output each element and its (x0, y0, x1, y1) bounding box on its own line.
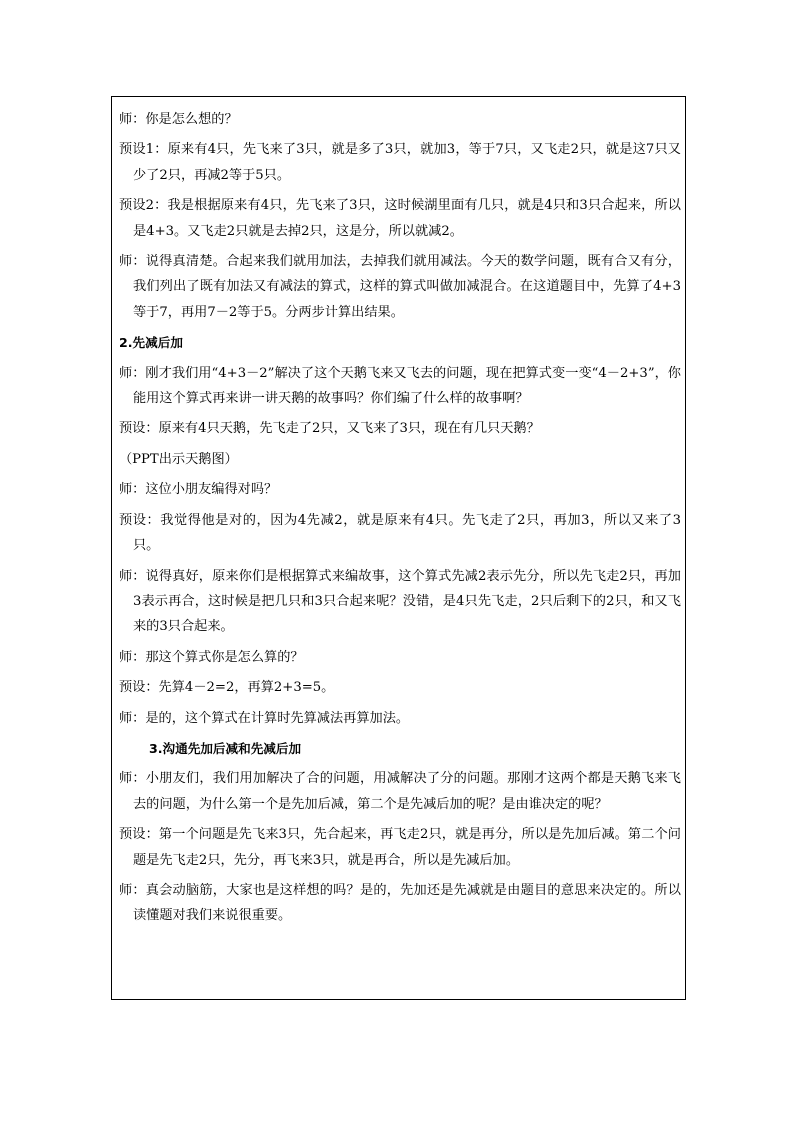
teacher-explanation-1: 师：说得真好，原来你们是根据算式来编故事，这个算式先减2表示先分，所以先飞走2只，再加3表示再合，这时候是把几只和3只合起来呢？没错，是4只先飞走，2只后剩下的2只，和又飞来的3只合起来。 (119, 568, 681, 635)
lesson-content (119, 107, 681, 934)
teacher-summary-1: 师：说得真清楚。合起来我们就用加法，去掉我们就用减法。今天的数学问题，既有合又有分，我们列出了既有加法又有减法的算式，这样的算式叫做加减混合。在这道题目中，先算了4+3等于7，再用7－2等于5。分两步计算出结果。 (119, 254, 681, 320)
ppt-note: （PPT出示天鹅图） (119, 451, 238, 467)
answer-preset-2: 预设2：我是根据原来有4只，先飞来了3只，这时候湖里面有几只，就是4只和3只合起来，所以是4+3。又飞走2只就是去掉2只，这是分，所以就减2。 (119, 198, 681, 239)
teacher-summary-3: 师：真会动脑筋，大家也是这样想的吗？是的，先加还是先减就是由题目的意思来决定的。所以读懂题对我们来说很重要。 (119, 882, 681, 924)
section-heading-3: 3.沟通先加后减和先减后加 (149, 740, 302, 756)
teacher-question-2: 师：刚才我们用“4+3－2”解决了这个天鹅飞来又飞去的问题，现在把算式变一变“4－2+3”，你能用这个算式再来讲一讲天鹅的故事吗？你们编了什么样的故事啊？ (119, 365, 681, 407)
answer-preset-3: 预设：原来有4只天鹅，先飞走了2只，又飞来了3只，现在有几只天鹅？ (119, 421, 540, 437)
answer-preset-1: 预设1：原来有4只，先飞来了3只，就是多了3只，就加3，等于7只，又飞走2只，就是这7只又少了2只，再减2等于5只。 (119, 142, 681, 183)
teacher-question-5: 师：小朋友们，我们用加解决了合的问题，用减解决了分的问题。那刚才这两个都是天鹅飞来飞去的问题，为什么第一个是先加后减，第二个是先减后加的呢？是由谁决定的呢？ (119, 771, 681, 812)
teacher-question-3: 师：这位小朋友编得对吗？ (119, 482, 278, 498)
teacher-question-4: 师：那这个算式你是怎么算的？ (119, 649, 304, 665)
answer-preset-4: 预设：我觉得他是对的，因为4先减2，就是原来有4只。先飞走了2只，再加3，所以又来了3只。 (119, 512, 681, 554)
teacher-question-1: 师：你是怎么想的？ (119, 112, 238, 127)
teacher-summary-2: 师：是的，这个算式在计算时先算减法再算加法。 (119, 710, 410, 726)
section-heading-2: 2.先减后加 (119, 335, 183, 351)
lesson-table-cell (111, 96, 686, 1000)
answer-preset-5: 预设：先算4－2=2，再算2+3=5。 (119, 680, 335, 696)
answer-preset-6: 预设：第一个问题是先飞来3只，先合起来，再飞走2只，就是再分，所以是先加后减。第二个问题是先飞走2只，先分，再飞来3只，就是再合，所以是先减后加。 (119, 827, 681, 868)
